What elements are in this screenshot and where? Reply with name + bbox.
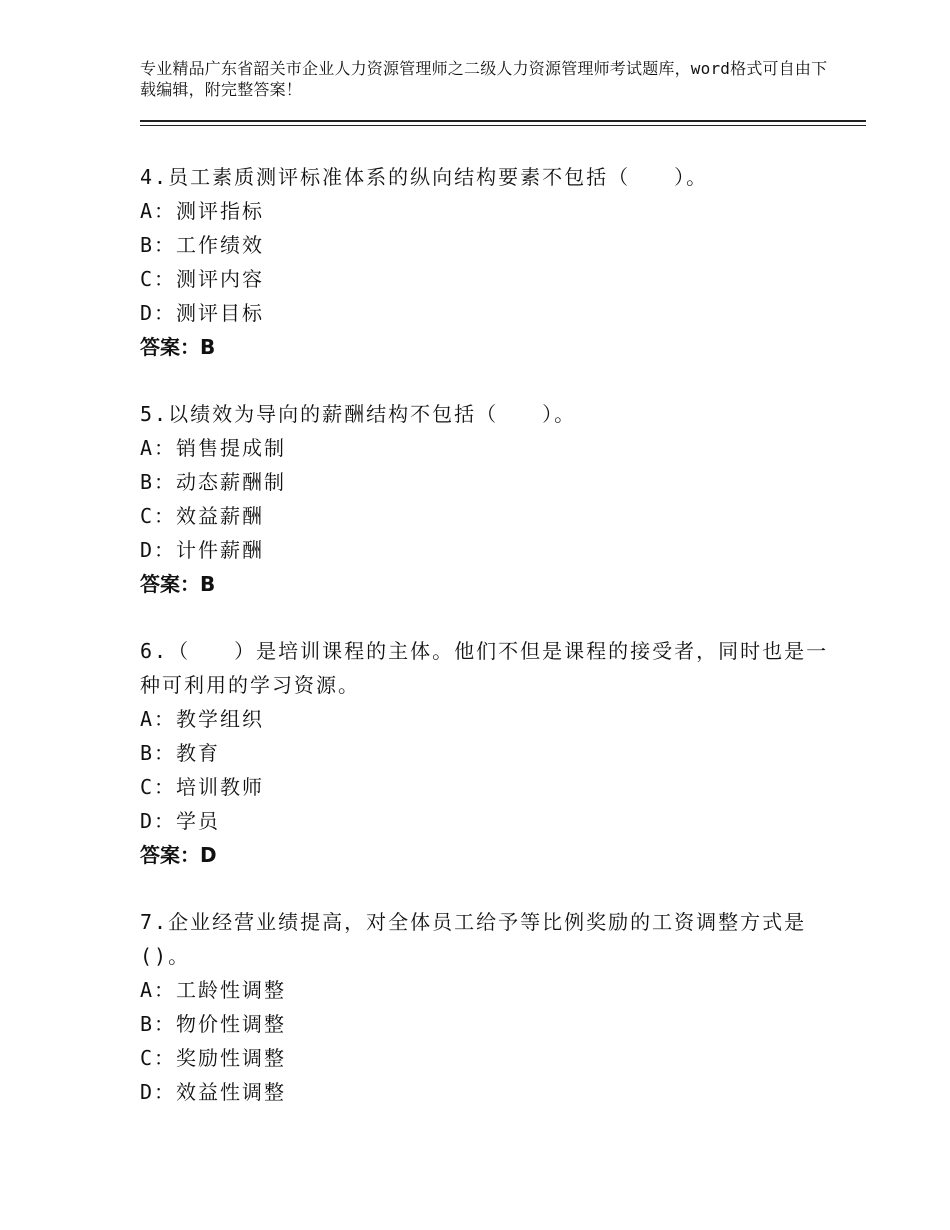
option-a: A：工龄性调整: [140, 978, 287, 1002]
answer-label: 答案：B: [140, 572, 216, 596]
option-c: C：效益薪酬: [140, 504, 265, 528]
option-c: C：测评内容: [140, 267, 265, 291]
question-5: [140, 397, 840, 601]
answer-label: 答案：D: [140, 843, 217, 867]
option-d: D：学员: [140, 809, 221, 833]
question-stem: 4.员工素质测评标准体系的纵向结构要素不包括（ ）。: [140, 165, 709, 189]
option-b: B：物价性调整: [140, 1012, 287, 1036]
option-b: B：动态薪酬制: [140, 470, 287, 494]
option-d: D：计件薪酬: [140, 538, 265, 562]
question-6: [140, 634, 840, 872]
document-header: 专业精品广东省韶关市企业人力资源管理师之二级人力资源管理师考试题库，word格式可自由下载编辑，附完整答案！: [140, 59, 828, 99]
option-b: B：工作绩效: [140, 233, 265, 257]
question-stem: 6.（ ）是培训课程的主体。他们不但是课程的接受者，同时也是一种可利用的学习资源。: [140, 639, 829, 697]
option-c: C：奖励性调整: [140, 1046, 287, 1070]
option-a: A：测评指标: [140, 199, 265, 223]
option-d: D：测评目标: [140, 301, 265, 325]
question-stem: 7.企业经营业绩提高，对全体员工给予等比例奖励的工资调整方式是()。: [140, 910, 807, 968]
option-b: B：教育: [140, 741, 221, 765]
option-d: D：效益性调整: [140, 1080, 287, 1104]
question-4: [140, 160, 840, 364]
header-rule-thick: [140, 120, 866, 122]
question-7: [140, 905, 840, 1109]
option-a: A：教学组织: [140, 707, 265, 731]
option-c: C：培训教师: [140, 775, 265, 799]
header-rule-thin: [140, 125, 866, 126]
question-list: [140, 160, 840, 1142]
question-stem: 5.以绩效为导向的薪酬结构不包括（ ）。: [140, 402, 577, 426]
answer-label: 答案：B: [140, 335, 216, 359]
option-a: A：销售提成制: [140, 436, 287, 460]
